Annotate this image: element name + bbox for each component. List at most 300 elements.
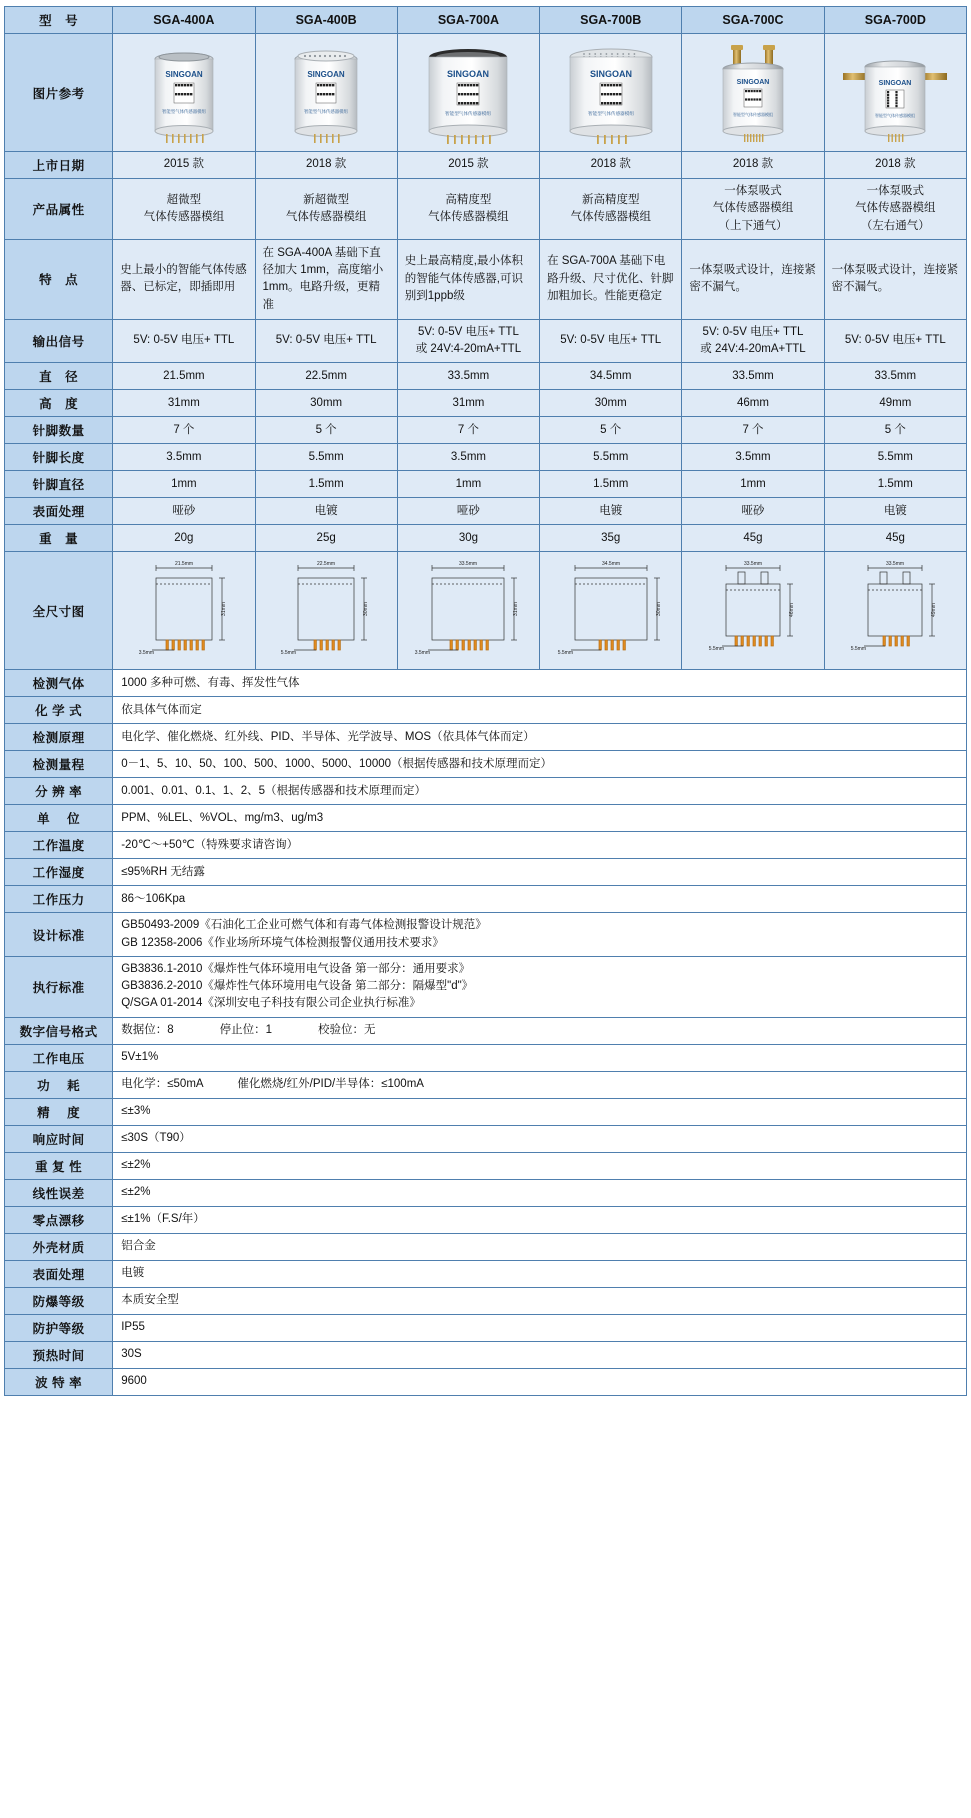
spec-row-value: [113, 832, 967, 859]
spec-value-cell: [824, 319, 966, 363]
spec-row-label: 防爆等级: [5, 1287, 113, 1314]
spec-row-label: 功 耗: [5, 1071, 113, 1098]
spec-value: 30mm: [594, 396, 627, 409]
spec-row-text: 本质安全型: [121, 1293, 179, 1306]
table-row: [5, 552, 967, 670]
spec-value-cell: [540, 319, 682, 363]
svg-text:SINGOAN: SINGOAN: [447, 68, 490, 79]
spec-value-cell: [540, 417, 682, 444]
spec-value: 1mm: [740, 477, 766, 490]
spec-row: [5, 724, 967, 751]
spec-value: 1.5mm: [877, 477, 913, 490]
spec-row-label: 线性误差: [5, 1179, 113, 1206]
spec-value-cell: [540, 390, 682, 417]
spec-row-text: ≤±2%: [121, 1185, 151, 1198]
svg-text:46mm: 46mm: [788, 602, 795, 617]
product-photo-cell: [824, 34, 966, 152]
spec-value-cell: [540, 363, 682, 390]
row-label: 重 量: [5, 525, 113, 552]
product-photo-cell: [113, 34, 255, 152]
spec-value-cell: [255, 471, 397, 498]
spec-row: [5, 1368, 967, 1395]
spec-row-label: 单 位: [5, 805, 113, 832]
spec-value-cell: [682, 525, 824, 552]
spec-value-cell: [397, 444, 539, 471]
spec-row-value: [113, 1017, 967, 1044]
dimension-drawing-cell: [255, 552, 397, 670]
sensor-photo-700a-icon: [400, 37, 537, 149]
spec-row-text: 铝合金: [121, 1239, 156, 1252]
svg-text:34.5mm: 34.5mm: [601, 560, 620, 567]
spec-row-value: [113, 1206, 967, 1233]
spec-value-cell: [824, 363, 966, 390]
spec-row-text: 电化学、催化燃烧、红外线、PID、半导体、光学波导、MOS（依具体气体而定）: [121, 730, 535, 743]
svg-text:SINGOAN: SINGOAN: [736, 78, 770, 86]
spec-row: [5, 1287, 967, 1314]
svg-text:SINGOAN: SINGOAN: [165, 69, 203, 79]
spec-value-cell: [255, 417, 397, 444]
spec-value-cell: [113, 179, 255, 240]
spec-value: 45g: [743, 531, 763, 544]
dimension-drawing-cell: [540, 552, 682, 670]
svg-text:5.5mm: 5.5mm: [708, 645, 724, 652]
spec-row-text: 5V±1%: [121, 1050, 159, 1063]
spec-value-cell: [540, 239, 682, 319]
spec-value: 45g: [885, 531, 905, 544]
spec-value: 33.5mm: [447, 369, 490, 382]
spec-value: 电镀: [599, 504, 623, 517]
spec-row-text: ≤30S（T90）: [121, 1131, 191, 1144]
spec-value: 5V: 0-5V 电压+ TTL: [275, 334, 377, 347]
row-label: 图片参考: [5, 34, 113, 152]
svg-text:5.5mm: 5.5mm: [851, 645, 867, 652]
spec-row-value: [113, 670, 967, 697]
spec-value: 35g: [601, 531, 621, 544]
svg-text:智能型气体传感器模组: 智能型气体传感器模组: [875, 112, 916, 118]
spec-value: 34.5mm: [589, 369, 632, 382]
table-row: [5, 417, 967, 444]
row-label: 高 度: [5, 390, 113, 417]
spec-value: 电镀: [883, 504, 907, 517]
spec-row-text: 0.001、0.01、0.1、1、2、5（根据传感器和技术原理而定）: [121, 784, 427, 797]
spec-row-text: 86～106Kpa: [121, 892, 186, 905]
spec-row: [5, 1260, 967, 1287]
spec-value-cell: [540, 498, 682, 525]
spec-row-label: 防护等级: [5, 1314, 113, 1341]
spec-value-cell: [540, 179, 682, 240]
table-row: [5, 239, 967, 319]
spec-value-cell: [397, 363, 539, 390]
spec-value-cell: [824, 498, 966, 525]
spec-row-label: 化 学 式: [5, 697, 113, 724]
table-header-row: [5, 7, 967, 34]
spec-value-cell: [397, 319, 539, 363]
row-label: 针脚长度: [5, 444, 113, 471]
spec-value: 哑砂: [456, 504, 480, 517]
spec-value: 33.5mm: [874, 369, 917, 382]
spec-value: 20g: [174, 531, 194, 544]
spec-row-value: [113, 1368, 967, 1395]
spec-value-cell: [113, 417, 255, 444]
spec-row-label: 检测原理: [5, 724, 113, 751]
row-label: 针脚直径: [5, 471, 113, 498]
spec-value-cell: [682, 319, 824, 363]
spec-row-label: 分 辨 率: [5, 778, 113, 805]
svg-text:30mm: 30mm: [655, 601, 662, 616]
spec-value: 25g: [316, 531, 336, 544]
svg-text:SINGOAN: SINGOAN: [307, 69, 345, 79]
svg-text:3.5mm: 3.5mm: [415, 649, 431, 656]
spec-value: 7 个: [742, 423, 764, 436]
spec-value-cell: [682, 498, 824, 525]
spec-value: 7 个: [457, 423, 479, 436]
spec-value-cell: [255, 525, 397, 552]
spec-row-label: 精 度: [5, 1098, 113, 1125]
spec-value-cell: [682, 179, 824, 240]
spec-row-text: ≤95%RH 无结露: [121, 865, 205, 878]
spec-row-value: [113, 1125, 967, 1152]
row-label-model: 型 号: [5, 7, 113, 34]
table-row: [5, 34, 967, 152]
dimension-drawing-cell: [397, 552, 539, 670]
spec-row: [5, 886, 967, 913]
spec-value-cell: [682, 152, 824, 179]
spec-row: [5, 913, 967, 957]
spec-row-value: [113, 1314, 967, 1341]
row-label: 上市日期: [5, 152, 113, 179]
spec-row-label: 检测量程: [5, 751, 113, 778]
dimension-drawing-icon: [542, 555, 679, 667]
spec-row: [5, 697, 967, 724]
spec-value-cell: [113, 152, 255, 179]
spec-value-cell: [113, 471, 255, 498]
column-header-sga-700d: SGA-700D: [824, 7, 966, 34]
column-header-sga-700b: SGA-700B: [540, 7, 682, 34]
spec-value: 新高精度型 气体传感器模组: [570, 193, 651, 223]
spec-value: 2018 款: [306, 158, 347, 171]
sensor-photo-700d-icon: [827, 37, 964, 149]
svg-text:智能型气体传感器模组: 智能型气体传感器模组: [445, 110, 492, 116]
spec-row-label: 预热时间: [5, 1341, 113, 1368]
spec-value-cell: [113, 319, 255, 363]
spec-value: 3.5mm: [166, 450, 202, 463]
spec-value: 5V: 0-5V 电压+ TTL: [560, 334, 662, 347]
spec-row-value: [113, 1179, 967, 1206]
spec-value-cell: [824, 152, 966, 179]
spec-row: [5, 805, 967, 832]
svg-text:33.5mm: 33.5mm: [743, 560, 763, 567]
spec-row-text: 电镀: [121, 1266, 145, 1279]
product-spec-table: [4, 6, 967, 1396]
spec-row-value: [113, 886, 967, 913]
row-label: 全尺寸图: [5, 552, 113, 670]
spec-value-cell: [540, 471, 682, 498]
spec-value: 30mm: [310, 396, 343, 409]
svg-text:SINGOAN: SINGOAN: [589, 68, 632, 79]
spec-row-value: [113, 1071, 967, 1098]
row-label: 输出信号: [5, 319, 113, 363]
spec-row-value: [113, 1098, 967, 1125]
spec-row-text: 1000 多种可燃、有毒、挥发性气体: [121, 676, 300, 689]
spec-value: 史上最高精度,最小体积的智能气体传感器,可识别到1ppb级: [404, 255, 523, 302]
table-row: [5, 498, 967, 525]
spec-value-cell: [255, 390, 397, 417]
svg-text:5.5mm: 5.5mm: [557, 649, 573, 656]
product-photo-cell: [682, 34, 824, 152]
column-header-sga-400b: SGA-400B: [255, 7, 397, 34]
spec-row-value: [113, 724, 967, 751]
dimension-drawing-icon: [258, 555, 395, 667]
table-row: [5, 152, 967, 179]
row-label: 特 点: [5, 239, 113, 319]
spec-value: 1.5mm: [308, 477, 344, 490]
spec-row-text: 数据位：8 停止位：1 校验位：无: [121, 1023, 376, 1036]
dimension-drawing-icon: [115, 555, 252, 667]
spec-value: 一体泵吸式设计，连接紧密不漏气。: [831, 264, 959, 294]
spec-value: 在 SGA-700A 基础下电路升级、尺寸优化、针脚加粗加长。性能更稳定: [547, 255, 674, 302]
spec-row-value: [113, 778, 967, 805]
spec-value: 在 SGA-400A 基础下直径加大 1mm，高度缩小 1mm。电路升级，更精准: [262, 246, 384, 311]
spec-value-cell: [255, 498, 397, 525]
spec-value-cell: [113, 239, 255, 319]
spec-value-cell: [113, 444, 255, 471]
spec-row-text: ≤±3%: [121, 1104, 151, 1117]
spec-value: 一体泵吸式设计，连接紧密不漏气。: [689, 264, 816, 294]
spec-value: 5.5mm: [593, 450, 629, 463]
spec-value: 哑砂: [741, 504, 765, 517]
spec-row-value: [113, 1044, 967, 1071]
spec-value-cell: [682, 363, 824, 390]
spec-value: 5.5mm: [308, 450, 344, 463]
table-row: [5, 179, 967, 240]
row-label: 针脚数量: [5, 417, 113, 444]
spec-row-label: 检测气体: [5, 670, 113, 697]
spec-value: 5 个: [884, 423, 906, 436]
sensor-photo-400b-icon: [258, 37, 395, 149]
spec-row-value: [113, 1152, 967, 1179]
svg-text:SINGOAN: SINGOAN: [878, 79, 912, 87]
spec-value-cell: [113, 390, 255, 417]
spec-value: 33.5mm: [732, 369, 774, 382]
spec-row-text: 电化学：≤50mA 催化燃烧/红外/PID/半导体：≤100mA: [121, 1077, 424, 1090]
column-header-sga-700a: SGA-700A: [397, 7, 539, 34]
spec-value: 31mm: [167, 396, 200, 409]
spec-value-cell: [397, 152, 539, 179]
table-row: [5, 319, 967, 363]
spec-value: 2015 款: [448, 158, 489, 171]
spec-row-text: -20℃～+50℃（特殊要求请咨询）: [121, 838, 299, 851]
spec-row-text: 30S: [121, 1347, 142, 1360]
spec-row-label: 执行标准: [5, 956, 113, 1017]
spec-value: 1mm: [455, 477, 482, 490]
spec-row: [5, 1152, 967, 1179]
spec-value: 史上最小的智能气体传感器、已标定，即插即用: [120, 264, 247, 294]
spec-value: 一体泵吸式 气体传感器模组 （上下通气）: [712, 185, 794, 232]
spec-row: [5, 778, 967, 805]
spec-value: 46mm: [737, 396, 769, 409]
spec-value-cell: [824, 444, 966, 471]
spec-row-label: 零点漂移: [5, 1206, 113, 1233]
svg-text:31mm: 31mm: [220, 601, 227, 616]
spec-value-cell: [682, 417, 824, 444]
dimension-drawing-cell: [682, 552, 824, 670]
spec-value: 1.5mm: [593, 477, 629, 490]
spec-value-cell: [255, 363, 397, 390]
spec-row: [5, 1341, 967, 1368]
spec-value: 49mm: [879, 396, 912, 409]
spec-value-cell: [397, 239, 539, 319]
spec-row: [5, 1179, 967, 1206]
spec-value: 2018 款: [875, 158, 916, 171]
spec-row: [5, 859, 967, 886]
spec-value-cell: [113, 498, 255, 525]
spec-row-text: 依具体气体而定: [121, 703, 202, 716]
spec-value-cell: [255, 152, 397, 179]
spec-row: [5, 1071, 967, 1098]
spec-value-cell: [255, 179, 397, 240]
spec-value: 新超微型 气体传感器模组: [285, 193, 367, 223]
spec-row-value: [113, 751, 967, 778]
spec-row-text: ≤±1%（F.S/年）: [121, 1212, 205, 1225]
spec-row-text: ≤±2%: [121, 1158, 151, 1171]
spec-value-cell: [540, 525, 682, 552]
svg-text:21.5mm: 21.5mm: [174, 560, 193, 567]
spec-value: 高精度型 气体传感器模组: [428, 193, 509, 223]
svg-text:33.5mm: 33.5mm: [459, 560, 478, 567]
spec-value-cell: [397, 390, 539, 417]
spec-row: [5, 751, 967, 778]
column-header-sga-700c: SGA-700C: [682, 7, 824, 34]
spec-row: [5, 1044, 967, 1071]
spec-value-cell: [682, 444, 824, 471]
spec-value-cell: [397, 417, 539, 444]
spec-value: 3.5mm: [735, 450, 771, 463]
svg-text:智能型气体传感器模组: 智能型气体传感器模组: [587, 110, 634, 116]
spec-value: 3.5mm: [450, 450, 486, 463]
spec-value: 5.5mm: [877, 450, 913, 463]
spec-row-value: [113, 697, 967, 724]
row-label: 直 径: [5, 363, 113, 390]
table-row: [5, 363, 967, 390]
spec-value-cell: [824, 417, 966, 444]
spec-value: 哑砂: [172, 504, 196, 517]
spec-row-text: PPM、%LEL、%VOL、mg/m3、ug/m3: [121, 811, 324, 824]
spec-value: 2015 款: [163, 158, 204, 171]
spec-row-value: [113, 913, 967, 957]
svg-text:智能型气体传感器模组: 智能型气体传感器模组: [161, 108, 206, 114]
svg-text:5.5mm: 5.5mm: [280, 649, 297, 656]
row-label: 产品属性: [5, 179, 113, 240]
svg-text:30mm: 30mm: [363, 601, 370, 616]
spec-row-value: [113, 956, 967, 1017]
spec-row-label: 工作湿度: [5, 859, 113, 886]
product-photo-cell: [255, 34, 397, 152]
product-photo-cell: [397, 34, 539, 152]
spec-row-value: [113, 859, 967, 886]
spec-value-cell: [113, 525, 255, 552]
spec-row-value: [113, 1287, 967, 1314]
spec-value: 5V: 0-5V 电压+ TTL 或 24V:4-20mA+TTL: [700, 325, 806, 355]
svg-text:49mm: 49mm: [931, 602, 938, 617]
spec-row: [5, 1206, 967, 1233]
spec-row-value: [113, 1341, 967, 1368]
spec-value-cell: [682, 471, 824, 498]
spec-value: 5 个: [600, 423, 622, 436]
spec-row-label: 工作温度: [5, 832, 113, 859]
dimension-drawing-icon: [684, 555, 821, 667]
spec-value: 1mm: [171, 477, 197, 490]
spec-row-text: IP55: [121, 1320, 145, 1333]
spec-row-text: 0－1、5、10、50、100、500、1000、5000、10000（根据传感器和技术原理而定）: [121, 757, 553, 770]
spec-value: 5V: 0-5V 电压+ TTL: [844, 334, 946, 347]
spec-row-label: 设计标准: [5, 913, 113, 957]
spec-value-cell: [397, 525, 539, 552]
spec-row-text: GB3836.1-2010《爆炸性气体环境用电气设备 第一部分：通用要求》 GB3836.2-2010《爆炸性气体环境用电气设备 第二部分：隔爆型"d"》 Q/SGA 01-2014《深圳安电子科技有限公司企业执行标准》: [121, 962, 474, 1010]
spec-value-cell: [397, 471, 539, 498]
spec-value: 电镀: [314, 504, 338, 517]
spec-value: 5V: 0-5V 电压+ TTL: [133, 334, 235, 347]
spec-value-cell: [682, 239, 824, 319]
spec-row-value: [113, 1233, 967, 1260]
sensor-photo-400a-icon: [115, 37, 252, 149]
sensor-photo-700c-icon: [684, 37, 821, 149]
sensor-photo-700b-icon: [542, 37, 679, 149]
spec-row: [5, 1314, 967, 1341]
spec-row-label: 表面处理: [5, 1260, 113, 1287]
spec-row-label: 波 特 率: [5, 1368, 113, 1395]
spec-row-text: 9600: [121, 1374, 147, 1387]
spec-value-cell: [540, 152, 682, 179]
spec-row-value: [113, 1260, 967, 1287]
spec-value: 5V: 0-5V 电压+ TTL 或 24V:4-20mA+TTL: [415, 325, 522, 355]
spec-value: 22.5mm: [305, 369, 347, 382]
spec-value-cell: [824, 179, 966, 240]
spec-value: 一体泵吸式 气体传感器模组 （左右通气）: [855, 185, 936, 232]
spec-value-cell: [540, 444, 682, 471]
svg-text:智能型气体传感器模组: 智能型气体传感器模组: [304, 108, 349, 114]
spec-value-cell: [682, 390, 824, 417]
spec-row-text: GB50493-2009《石油化工企业可燃气体和有毒气体检测报警设计规范》 GB 12358-2006《作业场所环境气体检测报警仪通用技术要求》: [121, 919, 487, 949]
spec-row-label: 外壳材质: [5, 1233, 113, 1260]
spec-value-cell: [397, 179, 539, 240]
spec-value: 7 个: [173, 423, 195, 436]
spec-value-cell: [824, 390, 966, 417]
spec-value-cell: [255, 239, 397, 319]
spec-value-cell: [824, 471, 966, 498]
spec-row-label: 数字信号格式: [5, 1017, 113, 1044]
spec-row-label: 响应时间: [5, 1125, 113, 1152]
dimension-drawing-cell: [824, 552, 966, 670]
table-row: [5, 390, 967, 417]
table-row: [5, 444, 967, 471]
svg-text:31mm: 31mm: [513, 601, 520, 616]
svg-text:33.5mm: 33.5mm: [886, 560, 905, 567]
spec-value-cell: [397, 498, 539, 525]
spec-value: 超微型 气体传感器模组: [143, 193, 225, 223]
spec-row: [5, 1125, 967, 1152]
spec-value: 5 个: [315, 423, 337, 436]
dimension-drawing-cell: [113, 552, 255, 670]
spec-value-cell: [824, 525, 966, 552]
svg-text:3.5mm: 3.5mm: [138, 649, 154, 656]
dimension-drawing-icon: [827, 555, 964, 667]
spec-row-value: [113, 805, 967, 832]
product-photo-cell: [540, 34, 682, 152]
table-row: [5, 525, 967, 552]
svg-text:智能型气体传感器模组: 智能型气体传感器模组: [732, 111, 773, 117]
spec-row: [5, 1017, 967, 1044]
spec-row-label: 重 复 性: [5, 1152, 113, 1179]
